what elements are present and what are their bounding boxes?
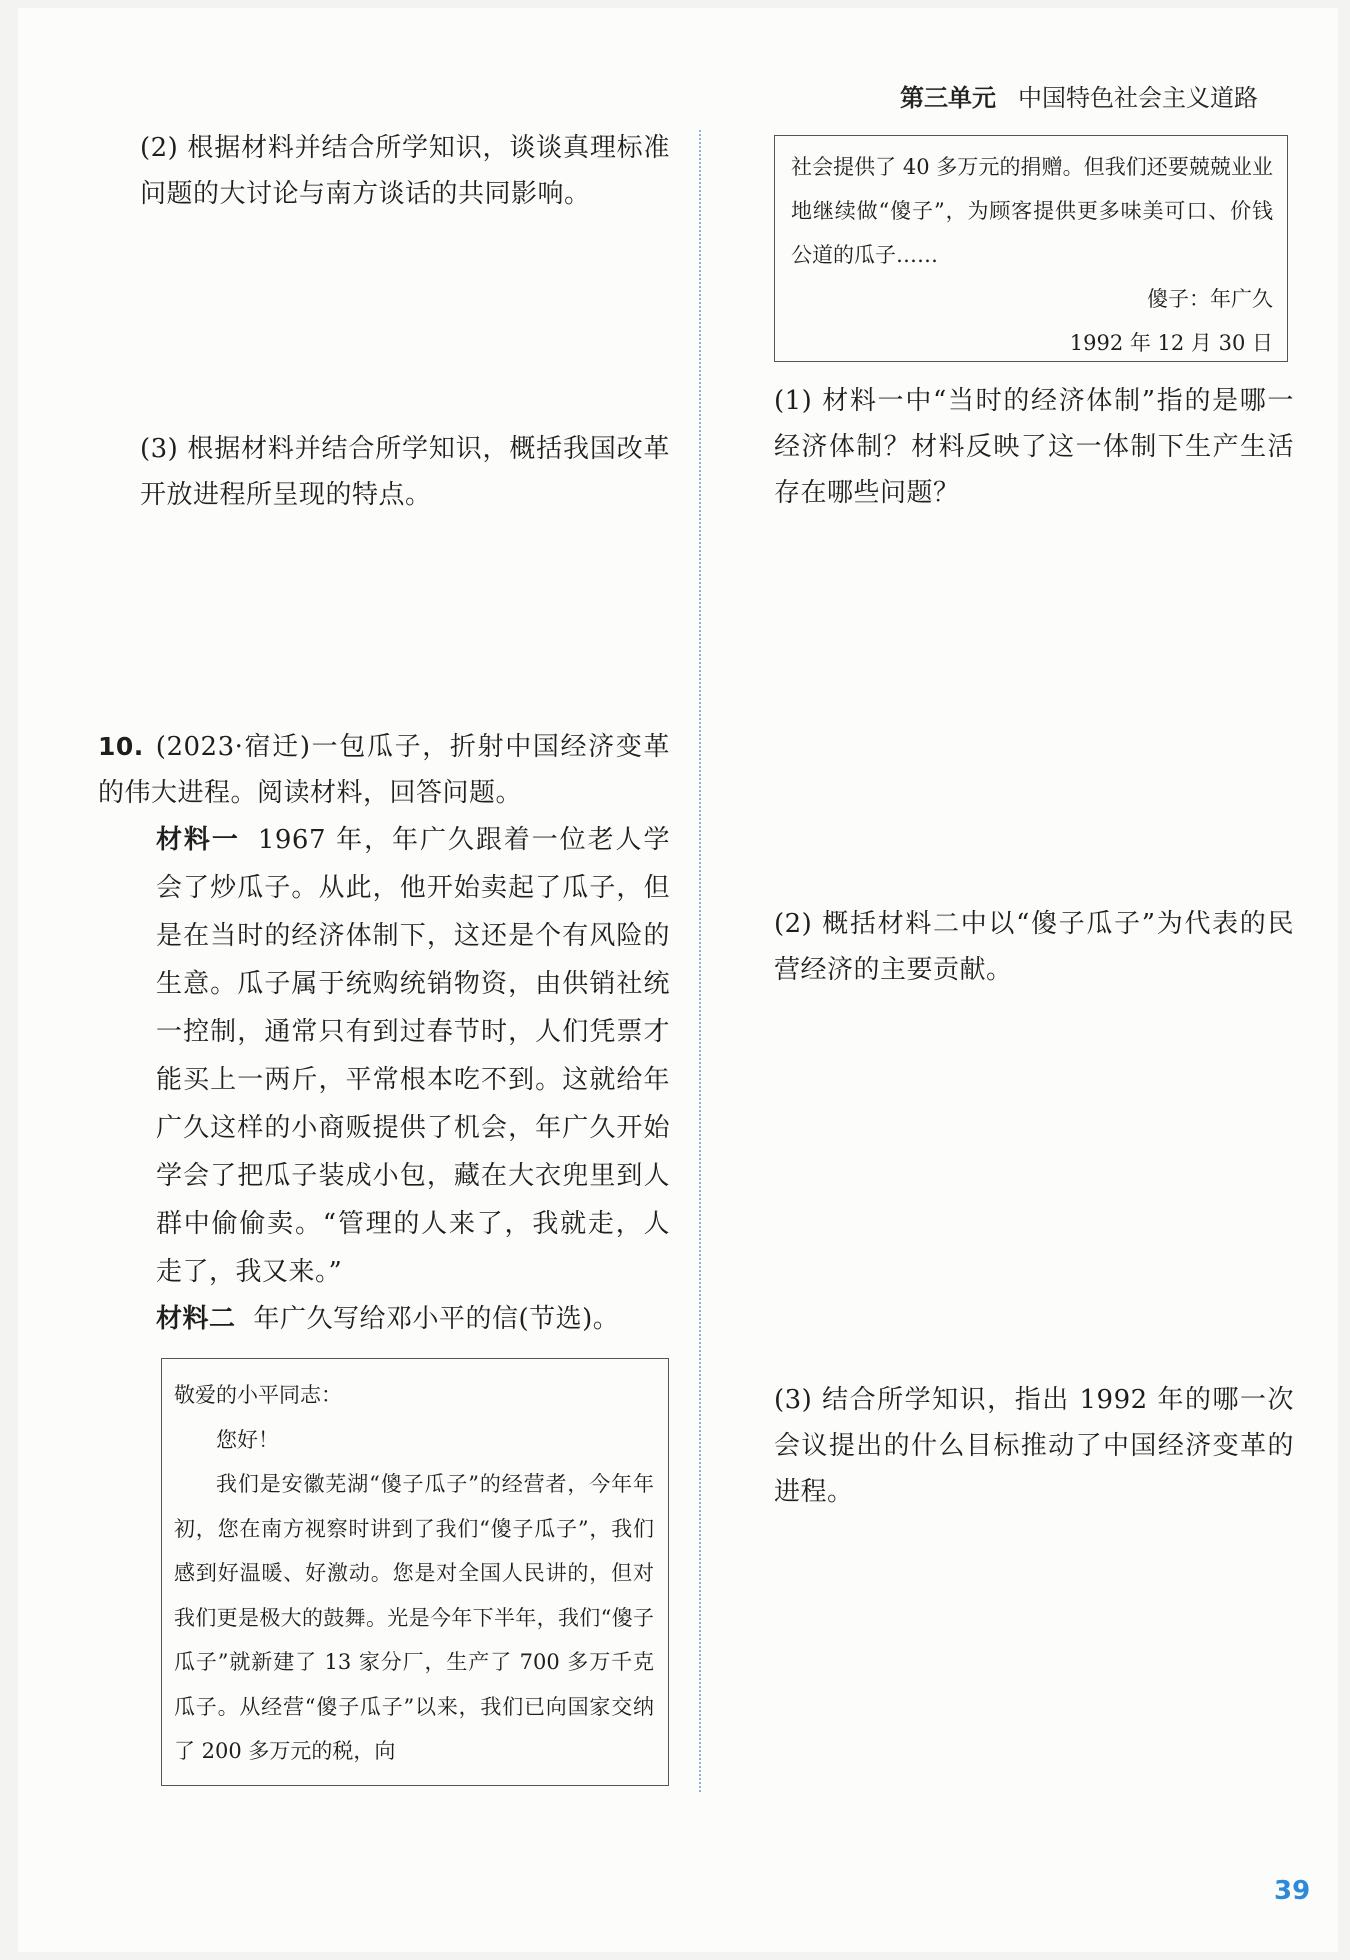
material-2 (156, 1296, 670, 1342)
column-divider (699, 130, 701, 1792)
sub-question-3: (3) 结合所学知识，指出 1992 年的哪一次会议提出的什么目标推动了中国经济变革的进程。 (774, 1385, 1294, 1507)
letter-signature: 傻子：年广久 (1147, 287, 1273, 311)
left-question-2: (2) 根据材料并结合所学知识，谈谈真理标准问题的大讨论与南方谈话的共同影响。 (140, 133, 670, 209)
unit-title: 中国特色社会主义道路 (1018, 84, 1258, 112)
letter-salutation: 敬爱的小平同志： (174, 1383, 342, 1407)
material-2-text: 年广久写给邓小平的信(节选)。 (253, 1304, 620, 1334)
material-2-label: 材料二 (156, 1304, 236, 1334)
question-number: 10. (98, 732, 144, 761)
page-header (900, 78, 1258, 113)
letter-greeting: 您好！ (216, 1427, 279, 1452)
page-number: 39 (1274, 1876, 1311, 1906)
letter-continuation-box (774, 135, 1288, 362)
letter-box (161, 1358, 669, 1786)
letter-body: 我们是安徽芜湖“傻子瓜子”的经营者，今年年初，您在南方视察时讲到了我们“傻子瓜子”，我们感到好温暖、好激动。您是对全国人民讲的，但对我们更是极大的鼓舞。光是今年下半年，我们“傻子瓜子”就新建了 13 家分厂，生产了 700 多万千克瓜子。从经营“傻子瓜子”以来，我们已向国家交纳了 200 多万元的税，向 (174, 1472, 654, 1763)
sub-question-1: (1) 材料一中“当时的经济体制”指的是哪一经济体制？材料反映了这一体制下生产生活存在哪些问题？ (774, 386, 1294, 508)
sub-question-2: (2) 概括材料二中以“傻子瓜子”为代表的民营经济的主要贡献。 (774, 909, 1294, 985)
material-1-text: 1967 年，年广久跟着一位老人学会了炒瓜子。从此，他开始卖起了瓜子，但是在当时的经济体制下，这还是个有风险的生意。瓜子属于统购统销物资，由供销社统一控制，通常只有到过春节时，人们凭票才能买上一两斤，平常根本吃不到。这就给年广久这样的小商贩提供了机会，年广久开始学会了把瓜子装成小包，藏在大衣兜里到人群中偷偷卖。“管理的人来了，我就走，人走了，我又来。” (156, 825, 670, 1287)
letter-continuation-text: 社会提供了 40 多万元的捐赠。但我们还要兢兢业业地继续做“傻子”，为顾客提供更多味美可口、价钱公道的瓜子…… (791, 155, 1273, 267)
letter-date: 1992 年 12 月 30 日 (1069, 331, 1273, 355)
unit-label: 第三单元 (900, 84, 996, 112)
question-10-intro (98, 724, 670, 816)
left-question-3: (3) 根据材料并结合所学知识，概括我国改革开放进程所呈现的特点。 (140, 434, 670, 510)
material-1-label: 材料一 (156, 825, 240, 855)
material-1 (156, 816, 670, 1296)
textbook-page (18, 8, 1338, 1952)
question-intro-text: (2023·宿迁)一包瓜子，折射中国经济变革的伟大进程。阅读材料，回答问题。 (98, 732, 670, 808)
